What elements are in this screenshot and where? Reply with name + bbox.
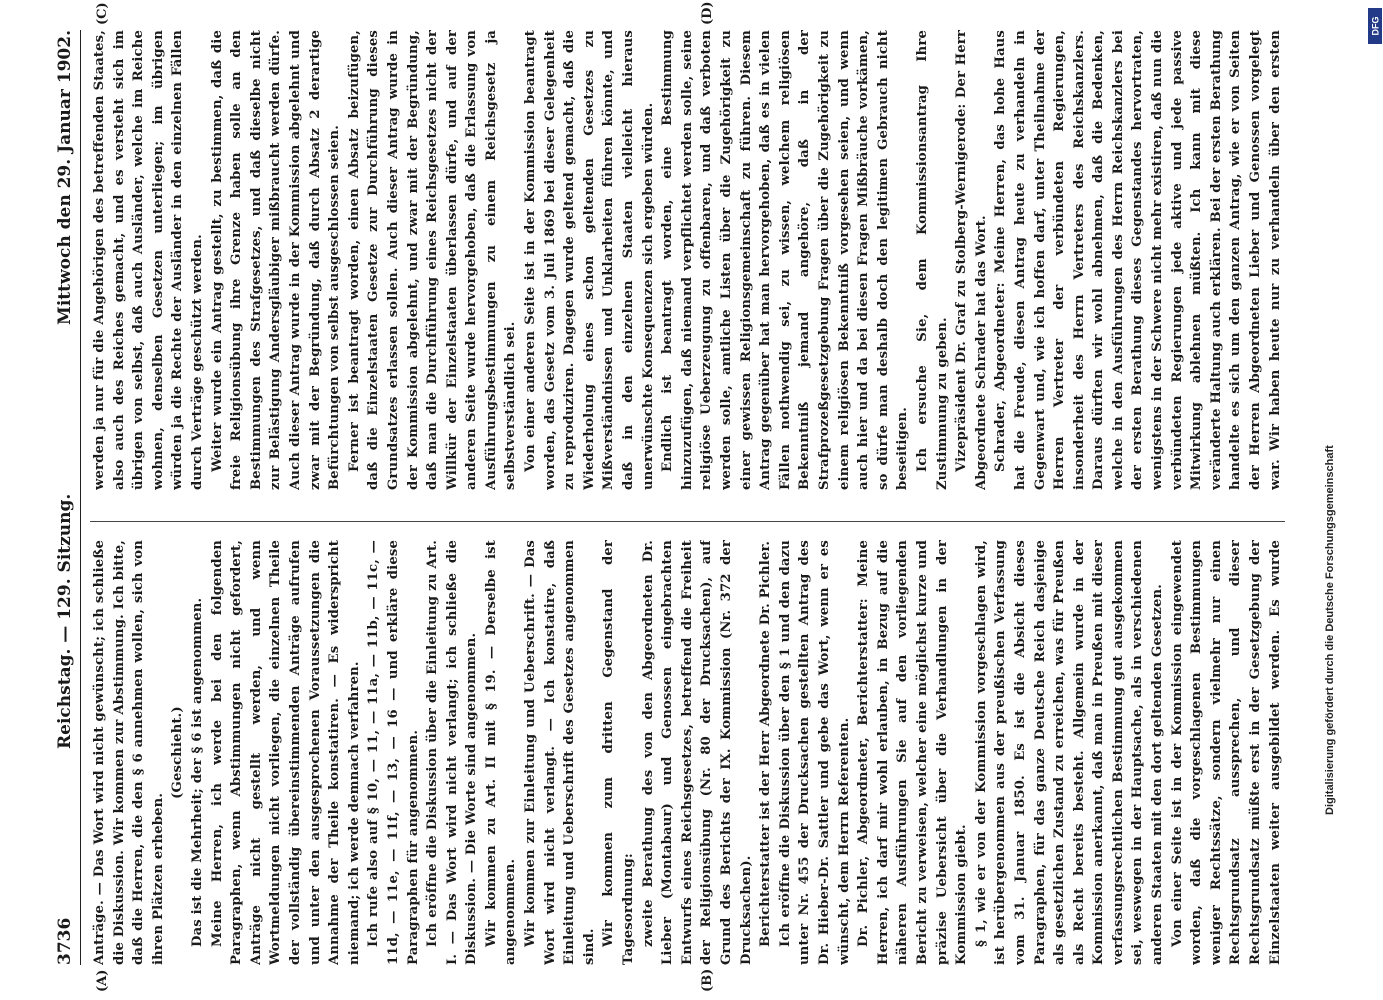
paragraph: Ich rufe also auf § 10, — 11, — 11a, — 11b, — 11c, — 11d, — 11e, — 11f, — 13, — 16 — und erkläre diese Paragraphen für angenommen. xyxy=(366,540,421,965)
paragraph: Wir kommen zu Art. II mit § 19. — Derselbe ist angenommen. xyxy=(483,540,519,965)
paragraph: Wir kommen zum dritten Gegenstand der Tagesordnung: xyxy=(601,540,637,965)
paragraph: Das ist die Mehrheit; der § 6 ist angenommen. xyxy=(189,597,205,947)
column-divider xyxy=(90,521,1285,522)
paragraph: Von einer anderen Seite ist in der Kommission beantragt worden, das Gesetz vom 3. Juli 1869 bei dieser Gelegenheit zu reproduziren. Dagegen wurde geltend gemacht, daß die Wiederholung eines schon geltenden Gesetzes zu Mißverständnissen und Unklarheiten führen könnte, und daß in den einzelnen Staaten vielleicht hieraus unerwünschte Konsequenzen sich ergeben würden. xyxy=(523,30,656,490)
paragraph: Endlich ist beantragt worden, eine Bestimmung hinzuzufügen, daß niemand verpflichtet werden solle, seine religiöse Ueberzeugung zu offenbaren, und daß verboten werden solle, amtliche Listen über die Zugehörigkeit zu einer gewissen Religionsgemeinschaft zu führen. Diesem Antrag gegenüber hat man hervorgehoben, daß es in vielen Fällen nothwendig sei, zu wissen, welchem religiösen Bekenntniß jemand angehöre, daß in der Strafprozeßgesetzgebung Fragen über die Zugehörigkeit zu einem religiösen Bekenntniß vorgesehen seien, und wenn auch hier und da bei diesen Fragen Mißbräuche vorkämen, so dürfe man deshalb doch den legitimen Gebrauch nicht beseitigen. xyxy=(660,30,911,490)
left-column xyxy=(90,540,1285,965)
paragraph: Weiter wurde ein Antrag gestellt, zu bestimmen, daß die freie Religionsübung ihre Grenze haben solle an den Bestimmungen des Strafgesetzes, und daß dieselbe nicht zur Belästigung Andersgläubiger mißbraucht werden dürfe. Auch dieser Antrag wurde in der Kommission abgelehnt und zwar mit der Begründung, daß durch Absatz 2 derartige Befürchtungen von selbst ausgeschlossen seien. xyxy=(209,30,343,490)
paragraph: Von einer Seite ist in der Kommission eingewendet worden, daß die vorgeschlagenen Bestimmungen weniger Rechtssätze, sondern vielmehr nur einen Rechtsgrundsatz aussprechen, und dieser Rechtsgrundsatz müßte erst in der Gesetzgebung der Einzelstaaten weiter ausgebildet werden. Es wurde xyxy=(1169,540,1283,965)
margin-mark-a: (A) xyxy=(95,969,110,992)
margin-mark-b: (B) xyxy=(700,968,715,992)
page-header xyxy=(50,30,80,965)
page-number: 3736 xyxy=(55,917,75,965)
margin-mark-c: (C) xyxy=(95,2,110,25)
session-date: Mittwoch den 29. Januar 1902. xyxy=(55,30,75,325)
paragraph: Ferner ist beantragt worden, einen Absatz beizufügen, daß die Einzelstaaten Gesetze zur Durchführung dieses Grundsatzes erlassen sollen. Auch dieser Antrag wurde in der Kommission abgelehnt, und zwar mit der Begründung, daß man die Durchführung eines Reichsgesetzes nicht der Willkür der Einzelstaaten überlassen dürfe, und auf der anderen Seite wurde hervorgehoben, daß die Erlassung von Ausführungsbestimmungen zu einem Reichsgesetz ja selbstverständlich sei. xyxy=(346,30,519,490)
session-title: Reichstag. — 129. Sitzung. xyxy=(55,493,75,749)
paragraph: Ich eröffne die Diskussion über den § 1 und den dazu unter Nr. 455 der Drucksachen gestellten Antrag des Dr. Hieber-Dr. Sattler und gebe das Wort, wenn er es wünscht, dem Herrn Referenten. xyxy=(777,540,852,965)
digitization-credit xyxy=(1322,0,1344,1000)
paragraph: Berichterstatter ist der Herr Abgeordnete Dr. Pichler. xyxy=(758,540,774,947)
paragraph: Ich eröffne die Diskussion über die Einleitung zu Art. I. — Das Wort wird nicht verlangt; ich schließe die Diskussion. — Die Worte sind angenommen. xyxy=(425,540,480,965)
paragraph: Wir kommen zur Einleitung und Ueberschrift. — Das Wort wird nicht verlangt. — Ich konstatire, daß Einleitung und Ueberschrift des Gesetzes angenommen sind. xyxy=(523,540,597,965)
paragraph: Ich ersuche Sie, dem Kommissionsantrag Ihre Zustimmung zu geben. xyxy=(914,30,950,490)
dfg-logo: DFG xyxy=(1368,8,1382,44)
paragraph: werden ja nur für die Angehörigen des betreffenden Staates, also auch des Reiches gemacht, und es versteht sich im übrigen von selbst, daß auch Ausländer, welche im Reiche wohnen, denselben Gesetzen unterliegen; im übrigen würden ja die Rechte der Ausländer in den einzelnen Fällen durch Verträge geschützt werden. xyxy=(92,30,205,490)
paragraph: § 1, wie er von der Kommission vorgeschlagen wird, ist herübergenommen aus der preußischen Verfassung vom 31. Januar 1850. Es ist die Absicht dieses Paragraphen, für das ganze Deutsche Reich dasjenige als gesetzlichen Zustand zu erreichen, was für Preußen als Recht bereits besteht. Allgemein wurde in der Kommission anerkannt, daß man in Preußen mit dieser verfassungsrechtlichen Bestimmung gut ausgekommen sei, weswegen in der Hauptsache, als in verschiedenen anderen Staaten mit den dort geltenden Gesetzen. xyxy=(973,540,1166,965)
speech-paragraph: Schrader, Abgeordneter: Meine Herren, das hohe Haus hat die Freude, diesen Antrag heute zu verhandeln in Gegenwart und, wie ich hoffen darf, unter Theilnahme der Herren Vertreter der verbündeten Regierungen, insonderheit des Herrn Vertreters des Reichskanzlers. Daraus dürften wir wohl abnehmen, daß die Bedenken, welche in den Ausführungen des Herrn Reichskanzlers bei der ersten Berathung dieses Gegenstandes hervortraten, wenigstens in der Schwere nicht mehr existiren, daß nun die verbündeten Regierungen jede aktive und jede passive Mitwirkung ablehnen müßten. Ich kann mit diese veränderte Haltung auch erklären. Bei der ersten Berathung handelte es sich um den ganzen Antrag, wie er von Seiten der Herren Abgeordneten Lieber und Genossen vorgelegt war. Wir haben heute nur zu verhandeln über den ersten xyxy=(993,30,1283,490)
paragraph: Meine Herren, ich werde bei den folgenden Paragraphen, wenn Abstimmungen nicht gefordert, Anträge nicht gestellt werden, und wenn Wortmeldungen nicht vorliegen, die einzelnen Theile der vollständig übereinstimmenden Anträge aufrufen und unter den ausgesprochenen Voraussetzungen die Annahme der Theile konstatiren. — Es widerspricht niemand; ich werde demnach verfahren. xyxy=(209,540,362,965)
right-column xyxy=(90,30,1285,490)
header-rule xyxy=(80,30,81,965)
credit-text: Digitalisierung gefördert durch die Deutsche Forschungsgemeinschaft xyxy=(1324,445,1336,815)
paragraph: (Geschieht.) xyxy=(170,706,186,799)
margin-mark-d: (D) xyxy=(700,1,715,25)
paragraph: Anträge. — Das Wort wird nicht gewünscht; ich schließe die Diskussion. Wir kommen zur Abstimmung. Ich bitte, daß die Herren, die den § 6 annehmen wollen, sich von ihren Plätzen erheben. xyxy=(92,540,166,965)
agenda-item: zweite Berathung des von den Abgeordneten Dr. Lieber (Montabaur) und Genossen eingebrachten Entwurfs eines Reichsgesetzes, betreffend die Freiheit der Religionsübung (Nr. 80 der Drucksachen), auf Grund des Berichts der IX. Kommission (Nr. 372 der Drucksachen). xyxy=(640,540,754,965)
paragraph: Vizepräsident Dr. Graf zu Stolberg-Wernigerode: Der Herr Abgeordnete Schrader hat das Wort. xyxy=(954,30,989,490)
speech-paragraph: Dr. Pichler, Abgeordneter, Berichterstatter: Meine Herren, ich darf mir wohl erlauben, in Bezug auf die näheren Ausführungen Sie auf den vorliegenden Bericht zu verweisen, welcher eine möglichst kurze und präzise Uebersicht über die Verhandlungen in der Kommission giebt. xyxy=(856,540,970,965)
